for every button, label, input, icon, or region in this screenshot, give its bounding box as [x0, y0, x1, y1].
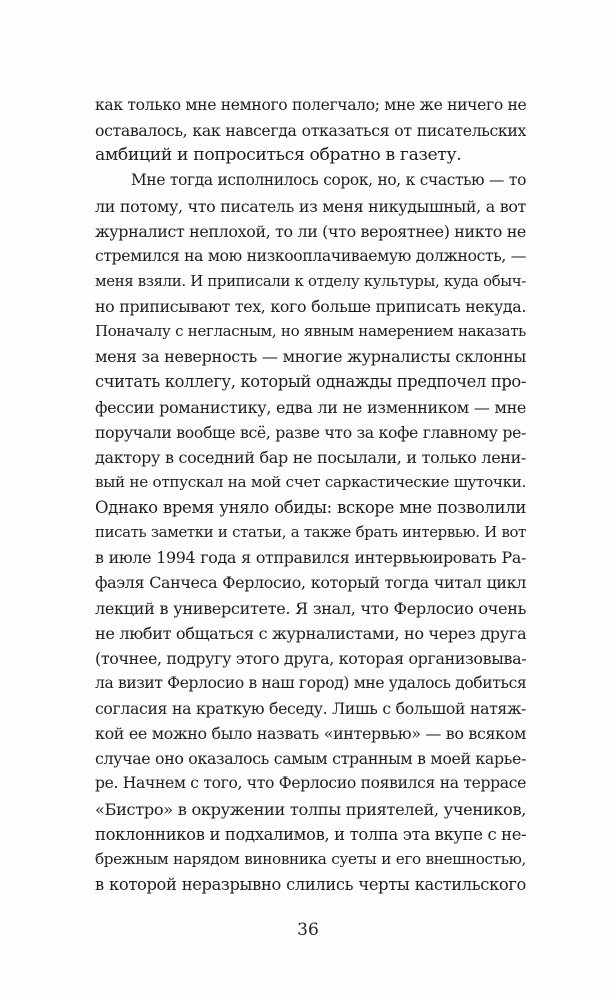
text-line: Однако время уняло обиды: вскоре мне позволили — [95, 498, 526, 517]
text-line: кой ее можно было назвать «интервью» — во всяком — [95, 724, 526, 744]
text-line: Поначалу с негласным, но явным намерением наказать — [95, 322, 526, 341]
text-line: Мне тогда исполнилось сорок, но, к счастью — то — [131, 171, 526, 190]
text-line: ла визит Ферлосио в наш город) мне удалось добиться — [95, 673, 527, 692]
page-number: 36 — [297, 920, 319, 940]
text-line: лекций в университете. Я знал, что Ферлосио очень — [95, 598, 526, 618]
body-text — [95, 93, 526, 897]
text-line: амбиций и попроситься обратно в газету. — [95, 145, 462, 166]
text-line: считать коллегу, который однажды предпочел про- — [95, 372, 526, 392]
text-line: фаэля Санчеса Ферлосио, который тогда читал цикл — [95, 573, 526, 593]
text-line: меня за неверность — многие журналисты склонны — [95, 347, 526, 367]
text-line: случае оно оказалось самым странным в моей карье- — [95, 749, 526, 769]
text-line: меня взяли. И приписали к отделу культуры, куда обыч- — [95, 271, 526, 290]
text-line: поручали вообще всё, разве что за кофе главному ре- — [95, 422, 526, 442]
text-line: брежным нарядом виновника суеты и его внешностью, — [95, 849, 526, 868]
text-line: фессии романистику, едва ли не изменником — мне — [95, 397, 526, 417]
text-line: журналист неплохой, то ли (что вероятнее) никто не — [95, 221, 526, 241]
text-line: не любит общаться с журналистами, но через друга — [95, 623, 527, 643]
text-line: ли потому, что писатель из меня никудышный, а вот — [95, 196, 526, 216]
text-line: как только мне немного полегчало; мне же ничего не — [95, 96, 527, 114]
text-line: вый не отпускал на мой счет саркастические шуточки. — [95, 472, 526, 491]
text-line: ре. Начнем с того, что Ферлосио появился на террасе — [95, 774, 526, 793]
text-line: оставалось, как навсегда отказаться от писательских — [95, 121, 526, 141]
text-line: «Бистро» в окружении толпы приятелей, учеников, — [95, 799, 526, 819]
text-line: стремился на мою низкооплачиваемую должность, — — [95, 246, 526, 265]
text-line: (точнее, подругу этого друга, которая организовыва- — [95, 648, 527, 668]
text-line: в июле 1994 года я отправился интервьюировать Ра- — [95, 548, 526, 568]
text-line: поклонников и подхалимов, и толпа эта вкупе с не- — [95, 824, 527, 844]
text-line: дактору в соседний бар не посылали, и только лени- — [95, 447, 526, 467]
text-line: согласия на краткую беседу. Лишь с большой натяж- — [95, 699, 526, 718]
text-line: писать заметки и статьи, а также брать интервью. И вот — [95, 523, 526, 542]
text-line: но приписывают тех, кого больше приписать некуда. — [95, 297, 526, 316]
text-line: в которой неразрывно слились черты кастильского — [95, 874, 526, 894]
